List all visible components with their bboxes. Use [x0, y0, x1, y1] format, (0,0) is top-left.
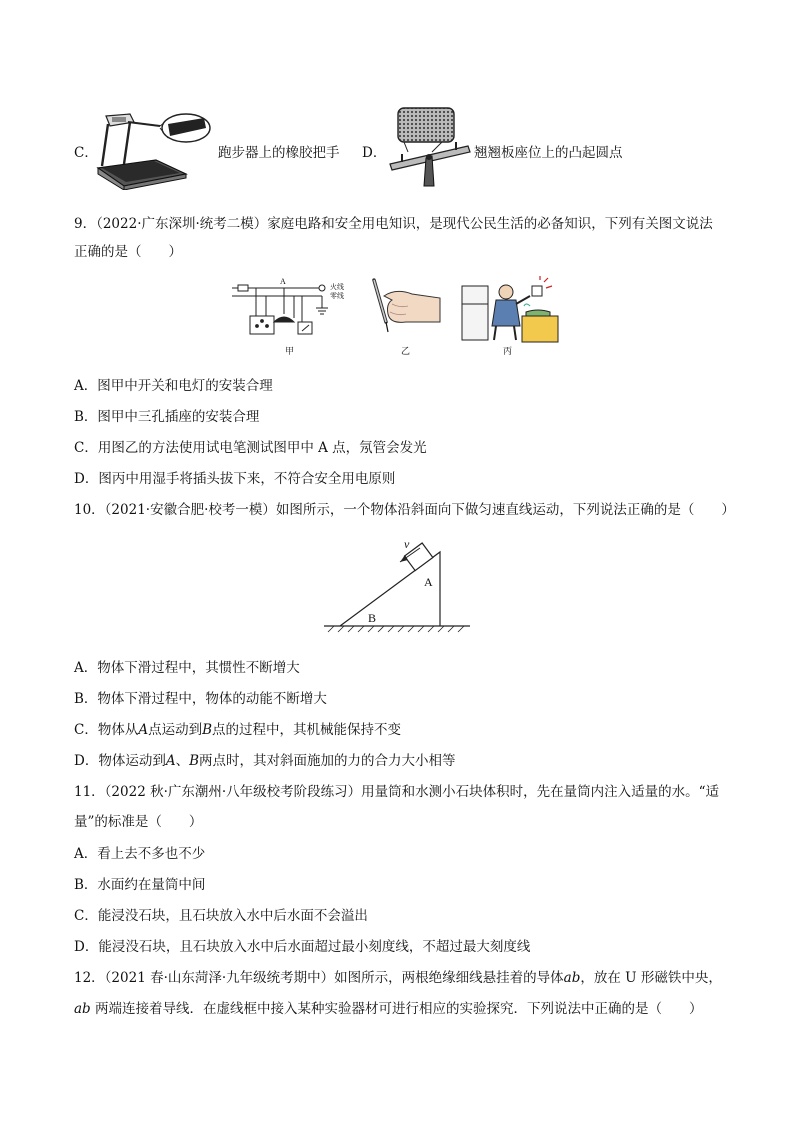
q8-option-c-text: 跑步器上的橡胶把手	[218, 145, 340, 161]
q9-option-c: C．用图乙的方法使用试电笔测试图甲中 A 点，氖管会发光	[74, 440, 427, 456]
q9-stem-line2: 正确的是（ ）	[74, 244, 182, 260]
q10-option-d-pre: D．物体运动到	[74, 753, 166, 769]
q11-option-d: D．能浸没石块，且石块放入水中后水面超过最小刻度线，不超过最大刻度线	[74, 939, 531, 955]
q10-option-c-point-a: A	[138, 722, 149, 738]
q12-conductor-ab-2: ab	[74, 1001, 91, 1017]
q12-stem-line2-post: 两端连接着导线．在虚线框中接入某种实验器材可进行相应的实验探究．下列说法中正确的是（ ）	[90, 1001, 703, 1017]
incline-label-b: B	[368, 611, 377, 625]
q10-option-d-post: 两点时，其对斜面施加的力的合力大小相等	[199, 753, 456, 769]
q10-option-d	[74, 749, 456, 769]
circuit-figure-jia	[232, 274, 352, 344]
circuit-label-a: A	[280, 277, 286, 286]
q11-option-a: A．看上去不多也不少	[74, 846, 206, 862]
q10-option-c-pre: C．物体从	[74, 722, 139, 738]
unplug-figure-bing	[460, 276, 560, 344]
q11-option-c: C．能浸没石块，且石块放入水中后水面不会溢出	[74, 908, 368, 924]
q8-option-d-label: D．	[362, 145, 387, 161]
q10-option-d-point-b: B	[189, 753, 199, 769]
circuit-label-zero: 零线	[330, 292, 344, 300]
q10-option-a: A．物体下滑过程中，其惯性不断增大	[74, 660, 300, 676]
fig-caption-jia: 甲	[285, 347, 295, 357]
incline-label-a: A	[424, 575, 433, 589]
q9-stem-line1: 9．（2022·广东深圳·统考二模）家庭电路和安全用电知识，是现代公民生活的必备知识，下列有关图文说法	[74, 216, 713, 232]
q11-stem-line1: 11．（2022 秋·广东潮州·八年级校考阶段练习）用量筒和水测小石块体积时，先在量筒内注入适量的水。“适	[74, 784, 720, 800]
q12-stem-line1-post: ，放在 U 形磁铁中央，	[580, 970, 722, 986]
q10-option-c-point-b: B	[202, 722, 213, 738]
q11-option-b: B．水面约在量筒中间	[74, 877, 206, 893]
q8-option-d-text: 翘翘板座位上的凸起圆点	[474, 145, 623, 161]
q10-option-c-post: 点的过程中，其机械能保持不变	[212, 722, 402, 738]
fig-caption-yi: 乙	[401, 347, 411, 357]
q9-option-b: B．图甲中三孔插座的安装合理	[74, 409, 260, 425]
q10-stem: 10．（2021·安徽合肥·校考一模）如图所示，一个物体沿斜面向下做匀速直线运动，下列说法正确的是（ ）	[74, 502, 735, 518]
q9-option-a: A．图甲中开关和电灯的安装合理	[74, 378, 273, 394]
incline-figure	[320, 530, 476, 636]
q10-option-d-sep: 、	[175, 753, 190, 769]
q10-option-c-mid: 点运动到	[148, 722, 203, 738]
treadmill-figure	[94, 108, 214, 190]
q10-option-b: B．物体下滑过程中，物体的动能不断增大	[74, 691, 327, 707]
q10-option-c	[74, 718, 401, 738]
q8-option-c-label: C．	[74, 145, 98, 161]
test-pen-figure-yi	[366, 278, 444, 342]
q9-option-d: D．图丙中用湿手将插头拔下来，不符合安全用电原则	[74, 471, 396, 487]
q12-stem-line1	[74, 966, 722, 986]
seesaw-figure	[386, 106, 472, 190]
q12-conductor-ab-1: ab	[563, 970, 581, 986]
circuit-label-fire: 火线	[330, 283, 344, 291]
fig-caption-bing: 丙	[503, 347, 513, 357]
q12-stem-line2	[74, 997, 703, 1017]
q11-stem-line2: 量”的标准是（ ）	[74, 814, 203, 830]
q10-option-d-point-a: A	[165, 753, 176, 769]
incline-label-v: v	[404, 537, 410, 551]
q12-stem-line1-pre: 12．（2021 春·山东菏泽·九年级统考期中）如图所示，两根绝缘细线悬挂着的导体	[74, 970, 564, 986]
